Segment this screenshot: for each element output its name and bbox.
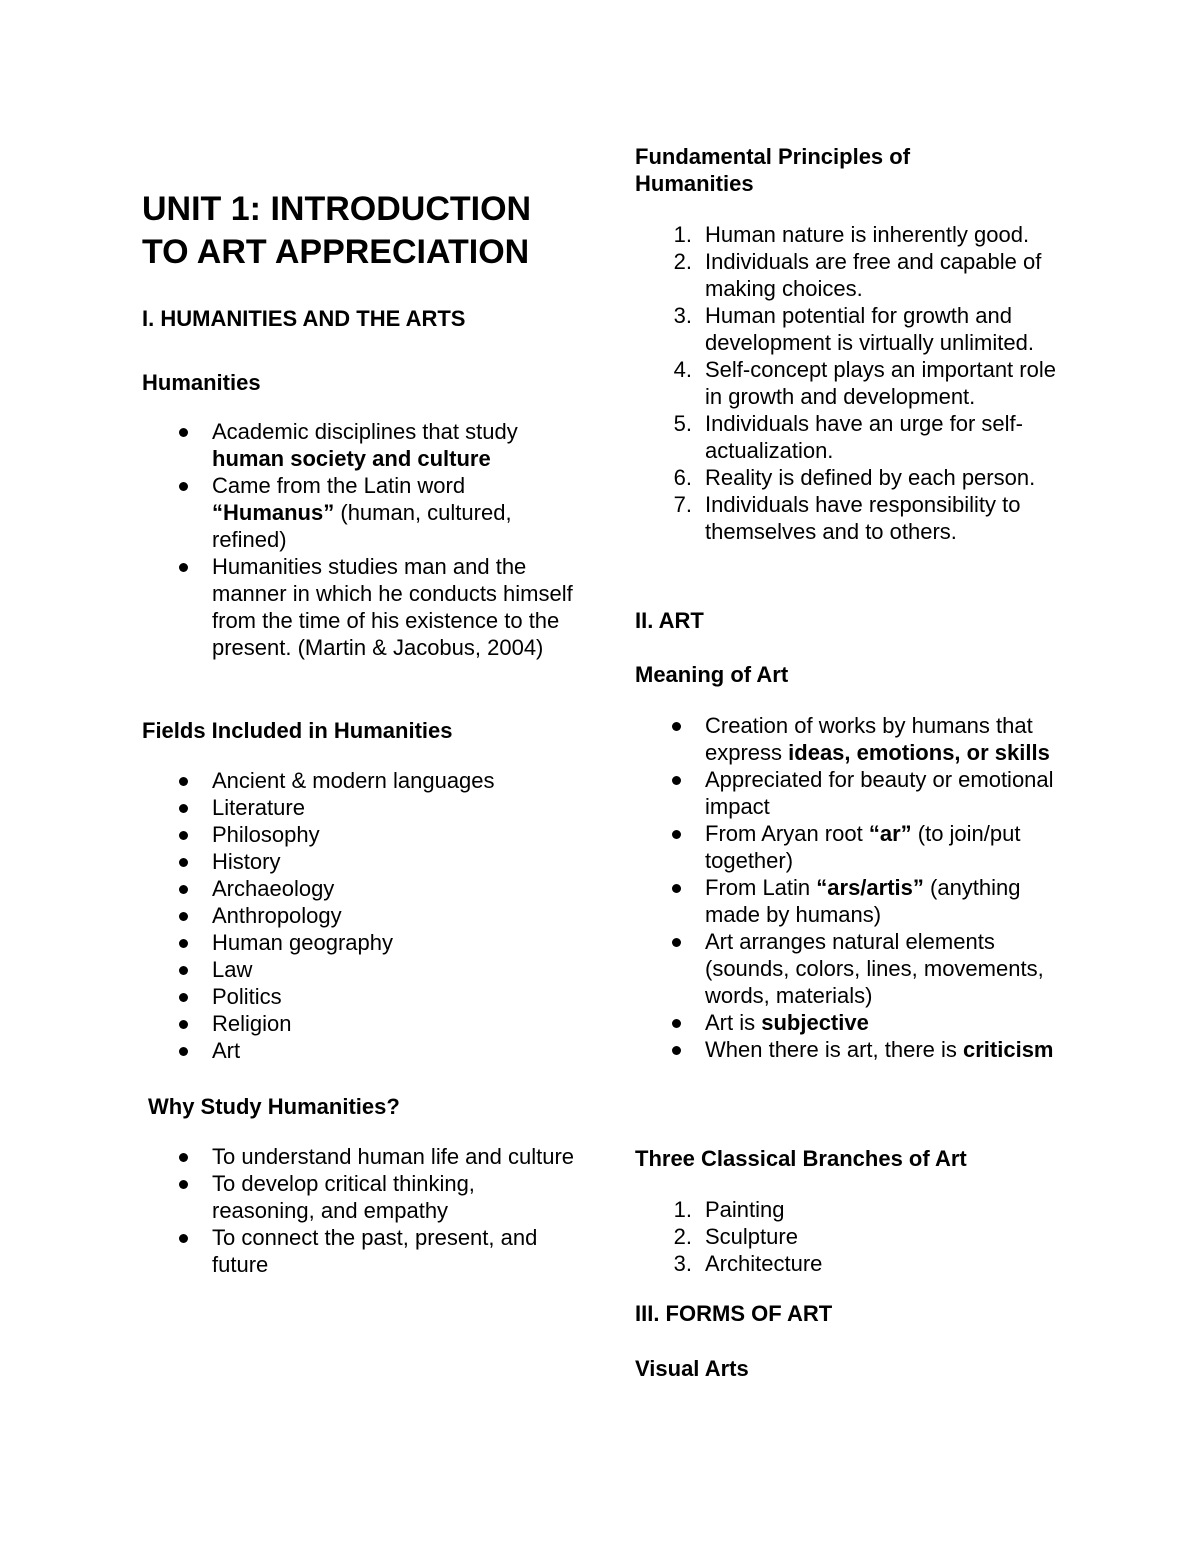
why-list bbox=[142, 1143, 582, 1278]
list-item: Art is subjective bbox=[635, 1009, 1075, 1036]
list-item: Academic disciplines that study human society and culture bbox=[142, 418, 582, 472]
heading-branches: Three Classical Branches of Art bbox=[635, 1146, 967, 1171]
section-heading-humanities-and-arts: I. HUMANITIES AND THE ARTS bbox=[142, 306, 466, 331]
section-heading-forms-of-art: III. FORMS OF ART bbox=[635, 1301, 833, 1326]
list-item: Humanities studies man and the manner in which he conducts himself from the time of his existence to the present. (Martin & Jacobus, 2004) bbox=[142, 553, 582, 661]
list-item: Philosophy bbox=[142, 821, 582, 848]
list-item: Literature bbox=[142, 794, 582, 821]
heading-humanities: Humanities bbox=[142, 370, 261, 395]
list-item: Creation of works by humans that express ideas, emotions, or skills bbox=[635, 712, 1075, 766]
principles-list bbox=[635, 221, 1075, 545]
list-item: 1 . Human nature is inherently good. bbox=[635, 221, 1075, 248]
list-item: From Aryan root “ar” (to join/put together) bbox=[635, 820, 1075, 874]
list-item: Human geography bbox=[142, 929, 582, 956]
heading-fields: Fields Included in Humanities bbox=[142, 718, 453, 743]
unit-title: UNIT 1: INTRODUCTION TO ART APPRECIATION bbox=[142, 190, 532, 271]
heading-principles: Fundamental Principles of Humanities bbox=[635, 144, 911, 196]
heading-meaning-of-art: Meaning of Art bbox=[635, 662, 789, 687]
branches-list bbox=[635, 1196, 1075, 1277]
list-item: Appreciated for beauty or emotional impact bbox=[635, 766, 1075, 820]
list-item: Art bbox=[142, 1037, 582, 1064]
list-item: History bbox=[142, 848, 582, 875]
list-item: 2 . Individuals are free and capable of making choices. bbox=[635, 248, 1075, 302]
list-item: Archaeology bbox=[142, 875, 582, 902]
list-item: 5 . Individuals have an urge for self-actualization. bbox=[635, 410, 1075, 464]
list-item: To develop critical thinking, reasoning, and empathy bbox=[142, 1170, 582, 1224]
fields-list bbox=[142, 767, 582, 1064]
list-item: Ancient & modern languages bbox=[142, 767, 582, 794]
list-item: To understand human life and culture bbox=[142, 1143, 582, 1170]
list-item: 6 . Reality is defined by each person. bbox=[635, 464, 1075, 491]
list-item: 2 . Sculpture bbox=[635, 1223, 1075, 1250]
list-item: 1 . Painting bbox=[635, 1196, 1075, 1223]
list-item: When there is art, there is criticism bbox=[635, 1036, 1075, 1063]
list-item: 3 . Architecture bbox=[635, 1250, 1075, 1277]
heading-visual-arts: Visual Arts bbox=[635, 1356, 749, 1381]
list-item: Law bbox=[142, 956, 582, 983]
section-heading-art: II. ART bbox=[635, 608, 704, 633]
list-item: Came from the Latin word “Humanus” (human, cultured, refined) bbox=[142, 472, 582, 553]
list-item: 4 . Self-concept plays an important role in growth and development. bbox=[635, 356, 1075, 410]
list-item: Religion bbox=[142, 1010, 582, 1037]
list-item: Anthropology bbox=[142, 902, 582, 929]
humanities-list bbox=[142, 418, 582, 661]
list-item: To connect the past, present, and future bbox=[142, 1224, 582, 1278]
heading-why-study: Why Study Humanities? bbox=[148, 1094, 400, 1119]
list-item: From Latin “ars/artis” (anything made by humans) bbox=[635, 874, 1075, 928]
list-item: Politics bbox=[142, 983, 582, 1010]
meaning-list bbox=[635, 712, 1075, 1063]
list-item: 7 . Individuals have responsibility to themselves and to others. bbox=[635, 491, 1075, 545]
list-item: 3 . Human potential for growth and development is virtually unlimited. bbox=[635, 302, 1075, 356]
list-item: Art arranges natural elements (sounds, colors, lines, movements, words, materials) bbox=[635, 928, 1075, 1009]
